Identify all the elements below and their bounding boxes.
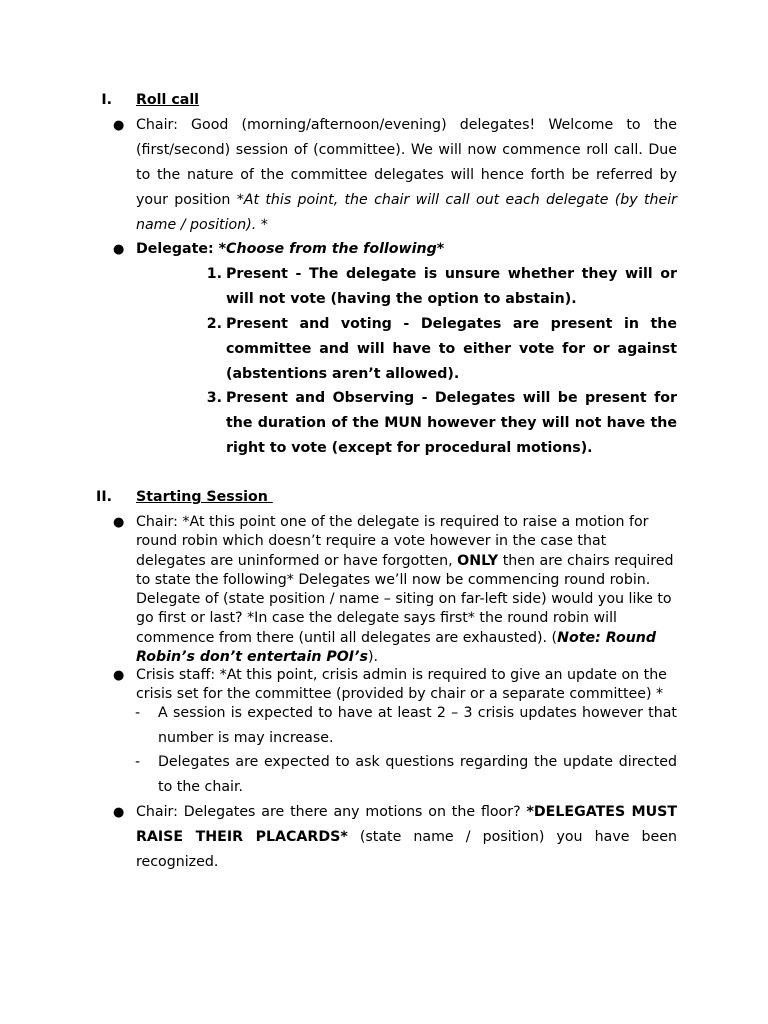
chair-text: Good (morning/afternoon/evening) delegates! Welcome to the (first/second) session of (committee). We will now commence roll call. Due to the nature of the committee delegates will hence forth be referred by your position: [136, 117, 677, 208]
delegate-questions-note: Delegates are expected to ask questions regarding the update directed to the chair.: [158, 754, 677, 795]
delegate-label: Delegate:: [136, 241, 219, 257]
option-number: 3.: [206, 390, 222, 406]
bullet-icon: ●: [113, 668, 125, 683]
chair-round-robin-end: ).: [367, 649, 378, 666]
option-number: 2.: [206, 316, 222, 332]
chair-motions-paragraph: [136, 800, 677, 875]
option-number: 1.: [206, 266, 222, 282]
option-present-and-observing: Present and Observing - Delegates will be present for the duration of the MUN however they will not have the right to vote (except for procedural motions).: [226, 390, 677, 456]
crisis-staff-paragraph: Crisis staff: *At this point, crisis admin is required to give an update on the crisis set for the committee (provided by chair or a separate committee) *: [136, 667, 667, 703]
bullet-icon: ●: [113, 805, 125, 820]
crisis-update-note: A session is expected to have at least 2 – 3 crisis updates however that number is may increase.: [158, 705, 677, 746]
bullet-icon: ●: [113, 118, 125, 133]
chair-instruction: *At this point, the chair will call out each delegate (by their name / position). *: [136, 192, 677, 233]
chair-motions-text-b: (state name / position) you have been recognized.: [136, 829, 677, 870]
bullet-icon: ●: [113, 242, 125, 257]
option-present: Present - The delegate is unsure whether they will or will not vote (having the option to abstain).: [226, 266, 677, 307]
section-numeral: I.: [101, 92, 112, 108]
chair-round-robin-text-a: Chair: *At this point one of the delegate is required to raise a motion for round robin which doesn’t require a vote however in the case that delegates are uninformed or have forgotten,: [136, 514, 649, 569]
only-emphasis: ONLY: [457, 552, 499, 569]
section-title: Starting Session: [136, 489, 273, 505]
delegate-choose: *Choose from the following*: [218, 241, 445, 257]
chair-label: Chair:: [136, 117, 178, 133]
bullet-icon: ●: [113, 515, 125, 530]
chair-roll-call-paragraph: [136, 113, 677, 238]
chair-round-robin-paragraph: [136, 513, 677, 667]
dash-marker: -: [135, 754, 141, 770]
section-numeral: II.: [96, 489, 112, 505]
chair-round-robin-text-b: then are chairs required to state the following* Delegates we’ll now be commencing round robin. Delegate of (state position / name – siting on far-left side) would you like to go first or last? *In case the delegate says first* the round robin will commence from there (until all delegates are exhausted). (: [136, 552, 674, 646]
section-title: Roll call: [136, 92, 200, 108]
delegate-paragraph: [136, 237, 677, 262]
placards-emphasis: *DELEGATES MUST RAISE THEIR PLACARDS*: [136, 804, 677, 845]
round-robin-note: Note: Round Robin’s don’t entertain POI’s: [136, 629, 657, 666]
dash-marker: -: [135, 705, 141, 721]
chair-motions-text-a: Chair: Delegates are there any motions on the floor?: [136, 804, 527, 820]
option-present-and-voting: Present and voting - Delegates are present in the committee and will have to either vote for or against (abstentions aren’t allowed).: [226, 316, 677, 382]
